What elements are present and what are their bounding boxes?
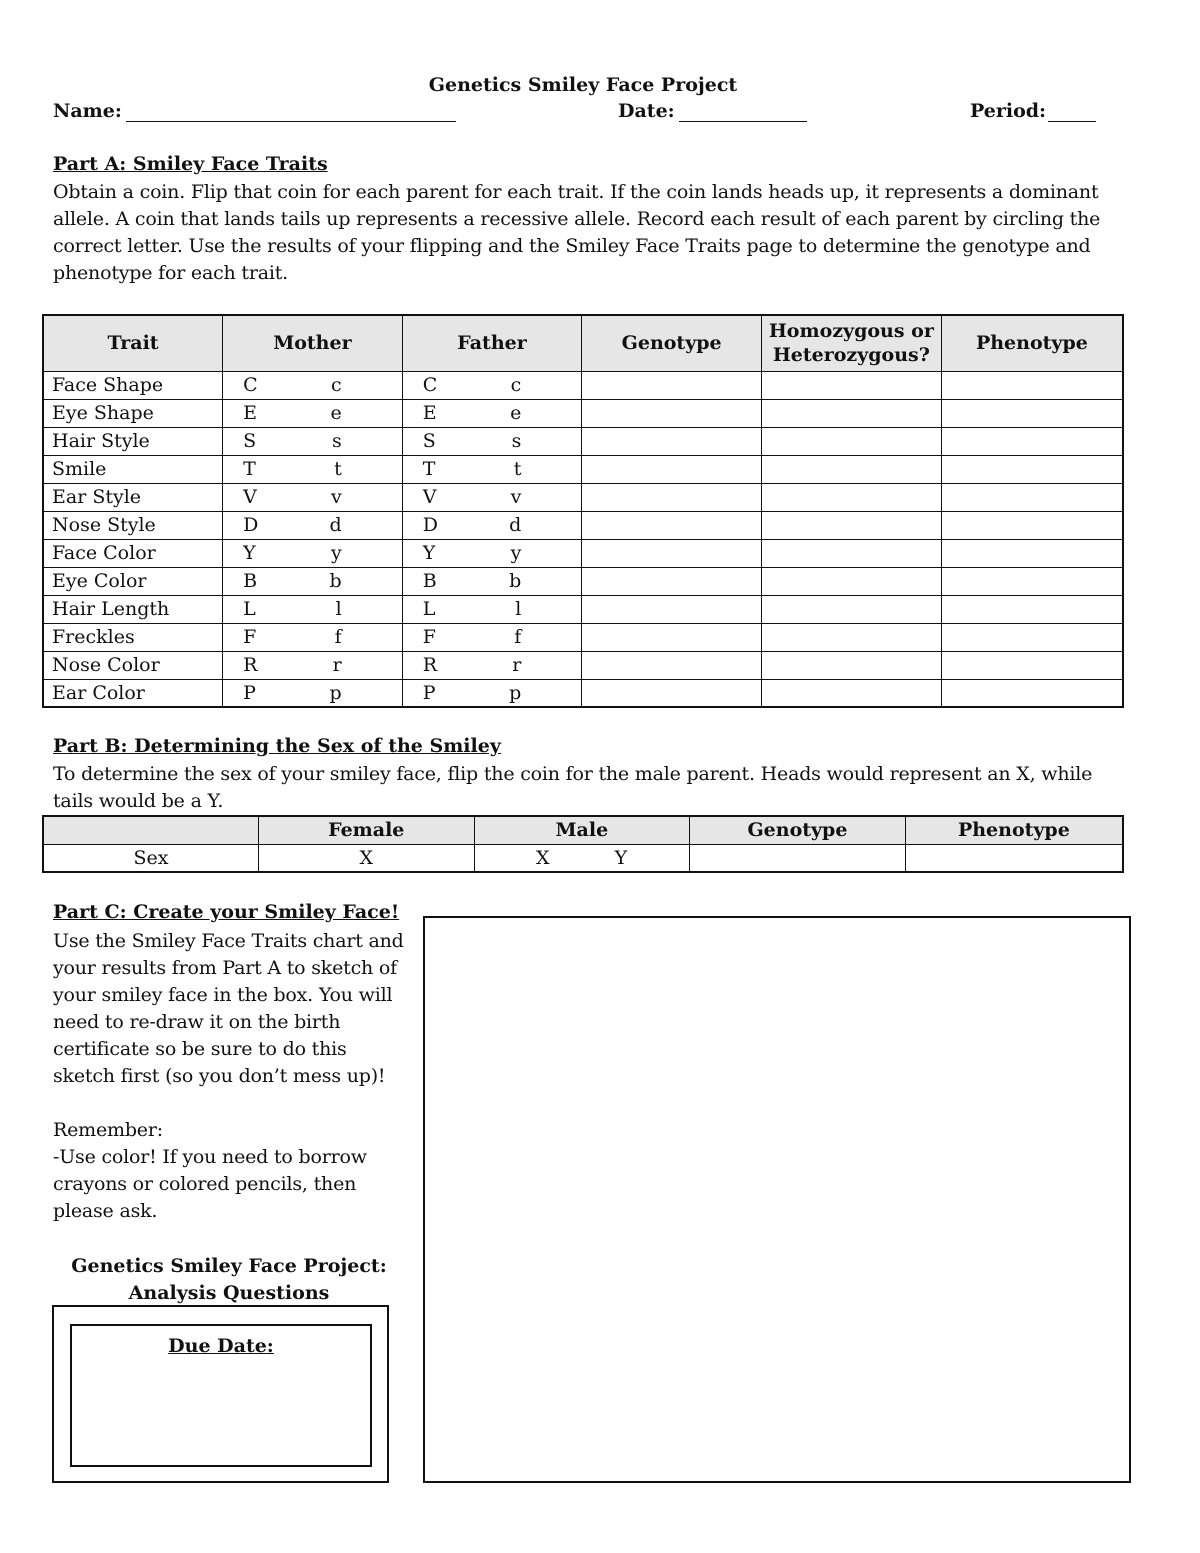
trait-row — [43, 399, 1123, 427]
phenotype-cell[interactable] — [941, 371, 1123, 399]
part-b-title: Part B: Determining the Sex of the Smiley — [53, 735, 501, 757]
sex-genotype-cell[interactable] — [690, 844, 906, 872]
trait-name: Freckles — [43, 623, 223, 651]
sex-col-genotype: Genotype — [690, 816, 906, 844]
father-recessive-allele[interactable]: c — [510, 374, 522, 396]
father-alleles — [402, 371, 582, 399]
part-a-line: correct letter. Use the results of your flipping and the Smiley Face Traits page to determine the genotype and — [53, 235, 1091, 257]
genotype-cell[interactable] — [582, 623, 762, 651]
mother-dominant-allele[interactable]: E — [243, 402, 257, 424]
genotype-cell[interactable] — [582, 455, 762, 483]
trait-row — [43, 511, 1123, 539]
mother-recessive-allele[interactable]: c — [331, 374, 342, 396]
father-alleles — [402, 455, 582, 483]
due-date-box[interactable] — [70, 1324, 372, 1467]
phenotype-cell[interactable] — [941, 483, 1123, 511]
genotype-cell[interactable] — [582, 567, 762, 595]
analysis-title — [53, 1253, 405, 1307]
phenotype-cell[interactable] — [941, 651, 1123, 679]
father-alleles — [402, 539, 582, 567]
genotype-cell[interactable] — [582, 679, 762, 707]
mother-recessive-allele[interactable]: t — [334, 458, 342, 480]
father-recessive-allele[interactable]: l — [515, 598, 522, 620]
father-recessive-allele[interactable]: r — [512, 654, 522, 676]
sex-col-female: Female — [258, 816, 474, 844]
mother-dominant-allele[interactable]: F — [243, 626, 257, 648]
father-recessive-allele[interactable]: e — [510, 402, 522, 424]
father-dominant-allele[interactable]: L — [422, 598, 436, 620]
col-header-zygosity: Homozygous or Heterozygous? — [761, 315, 941, 371]
father-dominant-allele[interactable]: E — [422, 402, 437, 424]
phenotype-cell[interactable] — [941, 567, 1123, 595]
part-a-line: phenotype for each trait. — [53, 262, 289, 284]
part-a-title: Part A: Smiley Face Traits — [53, 153, 328, 175]
father-recessive-allele[interactable]: b — [509, 570, 522, 592]
trait-row — [43, 651, 1123, 679]
father-alleles — [402, 595, 582, 623]
mother-recessive-allele[interactable]: s — [331, 430, 342, 452]
trait-row — [43, 371, 1123, 399]
father-recessive-allele[interactable]: f — [514, 626, 522, 648]
trait-name: Nose Style — [43, 511, 223, 539]
male-allele-y[interactable]: Y — [614, 846, 628, 869]
father-dominant-allele[interactable]: R — [422, 654, 438, 676]
zygosity-cell[interactable] — [761, 539, 941, 567]
trait-row — [43, 427, 1123, 455]
trait-name: Eye Shape — [43, 399, 223, 427]
mother-dominant-allele[interactable]: R — [243, 654, 258, 676]
mother-recessive-allele[interactable]: r — [332, 654, 342, 676]
mother-alleles — [223, 595, 403, 623]
period-field[interactable] — [970, 100, 1096, 122]
zygosity-cell[interactable] — [761, 679, 941, 707]
father-dominant-allele[interactable]: P — [422, 681, 436, 704]
zygosity-cell[interactable] — [761, 399, 941, 427]
trait-name: Hair Length — [43, 595, 223, 623]
mother-dominant-allele[interactable]: P — [243, 681, 256, 704]
part-b-instructions — [53, 761, 1092, 815]
trait-row — [43, 679, 1123, 707]
zygosity-cell[interactable] — [761, 623, 941, 651]
zygosity-cell[interactable] — [761, 567, 941, 595]
part-c-line: your results from Part A to sketch of — [53, 957, 397, 979]
mother-recessive-allele[interactable]: y — [330, 542, 342, 564]
father-recessive-allele[interactable]: t — [513, 458, 522, 480]
father-alleles — [402, 427, 582, 455]
part-b-line: To determine the sex of your smiley face, flip the coin for the male parent. Heads would represent an X, while — [53, 763, 1093, 785]
name-label: Name: — [53, 100, 122, 122]
father-recessive-allele[interactable]: y — [510, 542, 522, 564]
part-c-spacer — [53, 1090, 404, 1117]
mother-recessive-allele[interactable]: v — [330, 486, 342, 508]
phenotype-cell[interactable] — [941, 623, 1123, 651]
due-date-frame — [52, 1305, 389, 1483]
part-c-instructions — [53, 928, 404, 1225]
mother-recessive-allele[interactable]: l — [335, 598, 342, 620]
genotype-cell[interactable] — [582, 511, 762, 539]
sex-header-row — [43, 816, 1123, 844]
mother-dominant-allele[interactable]: C — [243, 374, 258, 396]
father-dominant-allele[interactable]: D — [422, 514, 438, 536]
zygosity-cell[interactable] — [761, 595, 941, 623]
col-header-phenotype: Phenotype — [941, 315, 1123, 371]
female-allele: X — [258, 844, 474, 872]
trait-row — [43, 455, 1123, 483]
name-blank[interactable] — [126, 102, 456, 122]
zygosity-cell[interactable] — [761, 455, 941, 483]
part-b-line: tails would be a Y. — [53, 790, 224, 812]
part-a-instructions — [53, 179, 1100, 287]
header-fields — [53, 100, 1103, 128]
father-recessive-allele[interactable]: p — [509, 681, 522, 704]
part-c-line: certificate so be sure to do this — [53, 1038, 347, 1060]
date-field[interactable] — [618, 100, 807, 122]
zygosity-cell[interactable] — [761, 483, 941, 511]
mother-dominant-allele[interactable]: Y — [243, 542, 256, 564]
name-field[interactable] — [53, 100, 456, 122]
period-blank[interactable] — [1048, 102, 1096, 122]
zygosity-cell[interactable] — [761, 511, 941, 539]
trait-row — [43, 595, 1123, 623]
male-alleles — [474, 844, 690, 872]
mother-alleles — [223, 455, 403, 483]
mother-alleles — [223, 539, 403, 567]
father-alleles — [402, 483, 582, 511]
sex-col-blank — [43, 816, 258, 844]
mother-dominant-allele[interactable]: D — [243, 514, 259, 536]
mother-alleles — [223, 427, 403, 455]
trait-row — [43, 539, 1123, 567]
trait-name: Eye Color — [43, 567, 223, 595]
phenotype-cell[interactable] — [941, 399, 1123, 427]
mother-alleles — [223, 651, 403, 679]
mother-dominant-allele[interactable]: T — [243, 458, 256, 480]
zygosity-cell[interactable] — [761, 651, 941, 679]
zygosity-cell[interactable] — [761, 371, 941, 399]
due-date-label: Due Date: — [168, 1335, 274, 1357]
mother-recessive-allele[interactable]: d — [329, 514, 342, 536]
father-dominant-allele[interactable]: Y — [422, 542, 436, 564]
father-alleles — [402, 651, 582, 679]
sex-col-phenotype: Phenotype — [905, 816, 1123, 844]
sketch-box[interactable] — [423, 916, 1131, 1483]
father-dominant-allele[interactable]: S — [422, 430, 436, 452]
analysis-title-line2: Analysis Questions — [128, 1282, 330, 1304]
document-title: Genetics Smiley Face Project — [428, 74, 738, 96]
phenotype-cell[interactable] — [941, 679, 1123, 707]
father-alleles — [402, 623, 582, 651]
trait-name: Smile — [43, 455, 223, 483]
phenotype-cell[interactable] — [941, 455, 1123, 483]
period-label: Period: — [970, 100, 1047, 122]
mother-alleles — [223, 623, 403, 651]
trait-name: Nose Color — [43, 651, 223, 679]
genotype-cell[interactable] — [582, 399, 762, 427]
zygosity-cell[interactable] — [761, 427, 941, 455]
father-alleles — [402, 399, 582, 427]
phenotype-cell[interactable] — [941, 511, 1123, 539]
part-c-line: Use the Smiley Face Traits chart and — [53, 930, 404, 952]
mother-recessive-allele[interactable]: b — [329, 570, 342, 592]
genotype-cell[interactable] — [582, 371, 762, 399]
trait-row — [43, 483, 1123, 511]
sex-label: Sex — [43, 844, 258, 872]
mother-dominant-allele[interactable]: L — [243, 598, 256, 620]
mother-dominant-allele[interactable]: S — [243, 430, 257, 452]
col-header-father: Father — [402, 315, 582, 371]
part-a-line: allele. A coin that lands tails up represents a recessive allele. Record each result of each parent by circling the — [53, 208, 1101, 230]
male-allele-x[interactable]: X — [536, 846, 550, 869]
genotype-cell[interactable] — [582, 539, 762, 567]
father-dominant-allele[interactable]: V — [422, 486, 437, 508]
mother-alleles — [223, 483, 403, 511]
part-c-line: -Use color! If you need to borrow — [53, 1146, 367, 1168]
col-header-mother: Mother — [223, 315, 403, 371]
mother-recessive-allele[interactable]: f — [334, 626, 342, 648]
father-dominant-allele[interactable]: C — [422, 374, 438, 396]
part-c-title: Part C: Create your Smiley Face! — [53, 901, 400, 923]
traits-table — [42, 314, 1124, 708]
mother-dominant-allele[interactable]: V — [243, 486, 257, 508]
phenotype-cell[interactable] — [941, 427, 1123, 455]
part-c-line: your smiley face in the box. You will — [53, 984, 393, 1006]
part-c-line: Remember: — [53, 1119, 163, 1141]
date-blank[interactable] — [679, 102, 807, 122]
father-alleles — [402, 511, 582, 539]
trait-name: Hair Style — [43, 427, 223, 455]
analysis-title-line1: Genetics Smiley Face Project: — [71, 1255, 387, 1277]
part-c-line: need to re-draw it on the birth — [53, 1011, 341, 1033]
sex-phenotype-cell[interactable] — [905, 844, 1123, 872]
mother-alleles — [223, 371, 403, 399]
genotype-cell[interactable] — [582, 483, 762, 511]
father-dominant-allele[interactable]: T — [422, 458, 436, 480]
genotype-cell[interactable] — [582, 427, 762, 455]
phenotype-cell[interactable] — [941, 595, 1123, 623]
father-alleles — [402, 679, 582, 707]
father-dominant-allele[interactable]: F — [422, 626, 436, 648]
col-header-trait: Trait — [43, 315, 223, 371]
sex-col-male: Male — [474, 816, 690, 844]
father-recessive-allele[interactable]: v — [510, 486, 522, 508]
date-label: Date: — [618, 100, 675, 122]
genotype-cell[interactable] — [582, 595, 762, 623]
traits-header-row — [43, 315, 1123, 371]
mother-alleles — [223, 399, 403, 427]
sex-table — [42, 815, 1124, 873]
father-recessive-allele[interactable]: d — [509, 514, 522, 536]
father-alleles — [402, 567, 582, 595]
trait-row — [43, 623, 1123, 651]
part-c-line: crayons or colored pencils, then — [53, 1173, 357, 1195]
mother-alleles — [223, 679, 403, 707]
col-header-genotype: Genotype — [582, 315, 762, 371]
father-dominant-allele[interactable]: B — [422, 570, 437, 592]
sex-row — [43, 844, 1123, 872]
mother-recessive-allele[interactable]: e — [330, 402, 342, 424]
mother-alleles — [223, 511, 403, 539]
genotype-cell[interactable] — [582, 651, 762, 679]
part-a-line: Obtain a coin. Flip that coin for each parent for each trait. If the coin lands heads up, it represents a dominant — [53, 181, 1099, 203]
part-c-line: sketch first (so you don’t mess up)! — [53, 1065, 386, 1087]
phenotype-cell[interactable] — [941, 539, 1123, 567]
trait-name: Ear Color — [43, 679, 223, 707]
trait-name: Face Shape — [43, 371, 223, 399]
mother-recessive-allele[interactable]: p — [329, 681, 342, 704]
father-recessive-allele[interactable]: s — [511, 430, 522, 452]
part-c-line: please ask. — [53, 1200, 158, 1222]
mother-alleles — [223, 567, 403, 595]
trait-row — [43, 567, 1123, 595]
trait-name: Face Color — [43, 539, 223, 567]
trait-name: Ear Style — [43, 483, 223, 511]
mother-dominant-allele[interactable]: B — [243, 570, 258, 592]
